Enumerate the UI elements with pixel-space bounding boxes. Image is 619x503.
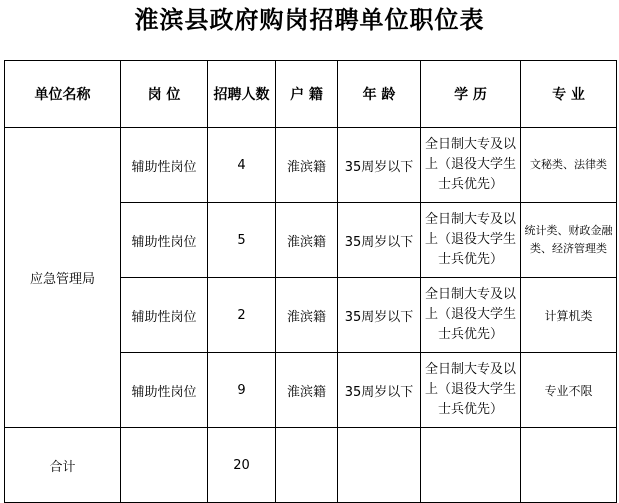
- post-cell: 辅助性岗位: [121, 203, 208, 278]
- education-cell: 全日制大专及以上（退役大学生士兵优先）: [421, 128, 521, 203]
- total-count-cell: 20: [208, 428, 276, 503]
- post-cell: 辅助性岗位: [121, 278, 208, 353]
- age-cell: 35周岁以下: [338, 203, 421, 278]
- count-cell: 9: [208, 353, 276, 428]
- hukou-cell: 淮滨籍: [276, 128, 338, 203]
- header-row: [5, 61, 617, 128]
- major-cell: 专业不限: [521, 353, 617, 428]
- major-cell: 文秘类、法律类: [521, 128, 617, 203]
- hukou-cell: 淮滨籍: [276, 278, 338, 353]
- page-title: 淮滨县政府购岗招聘单位职位表: [134, 5, 485, 34]
- header-unit: 单位名称: [5, 61, 121, 128]
- education-cell: 全日制大专及以上（退役大学生士兵优先）: [421, 203, 521, 278]
- table-row: [5, 128, 617, 203]
- count-cell: 2: [208, 278, 276, 353]
- empty-cell: [521, 428, 617, 503]
- empty-cell: [276, 428, 338, 503]
- header-post: 岗 位: [121, 61, 208, 128]
- empty-cell: [338, 428, 421, 503]
- empty-cell: [121, 428, 208, 503]
- positions-table: [4, 60, 617, 503]
- unit-name-cell: 应急管理局: [5, 128, 121, 428]
- total-label-cell: 合计: [5, 428, 121, 503]
- age-cell: 35周岁以下: [338, 353, 421, 428]
- header-age: 年 龄: [338, 61, 421, 128]
- header-education: 学 历: [421, 61, 521, 128]
- age-cell: 35周岁以下: [338, 128, 421, 203]
- header-count: 招聘人数: [208, 61, 276, 128]
- count-cell: 4: [208, 128, 276, 203]
- post-cell: 辅助性岗位: [121, 353, 208, 428]
- empty-cell: [421, 428, 521, 503]
- post-cell: 辅助性岗位: [121, 128, 208, 203]
- total-row: [5, 428, 617, 503]
- age-cell: 35周岁以下: [338, 278, 421, 353]
- header-major: 专 业: [521, 61, 617, 128]
- hukou-cell: 淮滨籍: [276, 203, 338, 278]
- major-cell: 统计类、财政金融类、经济管理类: [521, 203, 617, 278]
- hukou-cell: 淮滨籍: [276, 353, 338, 428]
- education-cell: 全日制大专及以上（退役大学生士兵优先）: [421, 353, 521, 428]
- education-cell: 全日制大专及以上（退役大学生士兵优先）: [421, 278, 521, 353]
- header-hukou: 户 籍: [276, 61, 338, 128]
- major-cell: 计算机类: [521, 278, 617, 353]
- count-cell: 5: [208, 203, 276, 278]
